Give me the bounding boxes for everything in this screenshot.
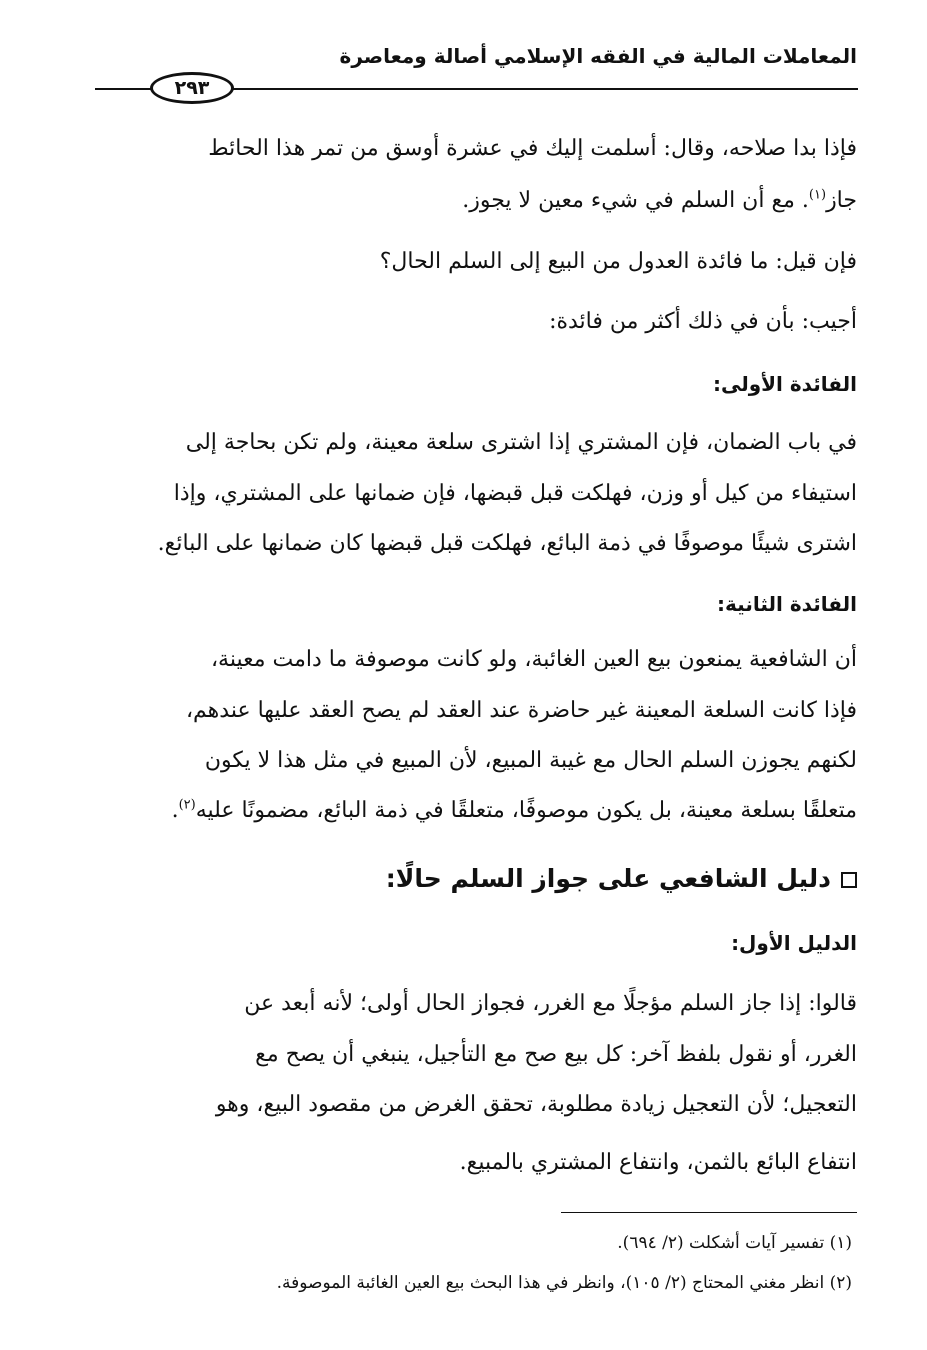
- body-line: التعجيل؛ لأن التعجيل زيادة مطلوبة، تحقق الغرض من مقصود البيع، وهو: [215, 1092, 857, 1117]
- body-line: قالوا: إذا جاز السلم مؤجلًا مع الغرر، فجواز الحال أولى؛ لأنه أبعد عن: [244, 991, 857, 1016]
- body-line: لكنهم يجوزن السلم الحال مع غيبة المبيع، لأن المبيع في مثل هذا لا يكون: [204, 748, 857, 773]
- body-line: استيفاء من كيل أو وزن، فهلكت قبل قبضها، فإن ضمانها على المشتري، وإذا: [173, 481, 857, 506]
- page-number-badge: [150, 72, 234, 104]
- body-text: جاز: [826, 188, 857, 213]
- footnote-ref: (٢): [178, 797, 196, 813]
- body-line: [462, 186, 857, 216]
- footnote-2: (٢) انظر مغني المحتاج (٢/ ١٠٥)، وانظر في هذا البحث بيع العين الغائبة الموصوفة.: [276, 1273, 852, 1293]
- subheading: الفائدة الأولى:: [712, 372, 857, 396]
- footnote-rule: [561, 1212, 857, 1213]
- footnote-ref: (١): [808, 187, 827, 203]
- subheading: الدليل الأول:: [731, 931, 857, 955]
- body-line: أجيب: بأن في ذلك أكثر من فائدة:: [549, 309, 857, 334]
- section-heading: [386, 864, 857, 894]
- running-header-title: المعاملات المالية في الفقه الإسلامي أصالة ومعاصرة: [339, 44, 857, 68]
- body-line: أن الشافعية يمنعون بيع العين الغائبة، ولو كانت موصوفة ما دامت معينة،: [210, 647, 857, 672]
- body-line: الغرر، أو نقول بلفظ آخر: كل بيع صح مع التأجيل، ينبغي أن يصح مع: [255, 1042, 857, 1067]
- body-line: فإذا كانت السلعة المعينة غير حاضرة عند العقد لم يصح العقد عليها عندهم،: [185, 698, 857, 723]
- body-line: اشترى شيئًا موصوفًا في ذمة البائع، فهلكت قبل قبضها كان ضمانها على البائع.: [157, 531, 857, 556]
- body-text: .: [171, 798, 179, 823]
- footnote-1: (١) تفسير آيات أشكلت (٢/ ٦٩٤).: [617, 1233, 852, 1253]
- body-line: فإذا بدا صلاحه، وقال: أسلمت إليك في عشرة أوسق من تمر هذا الحائط: [208, 136, 857, 161]
- section-heading-text: دليل الشافعي على جواز السلم حالًا:: [385, 864, 831, 893]
- page-number: ٢٩٣: [174, 77, 210, 99]
- body-line: [172, 796, 857, 826]
- body-text: . مع أن السلم في شيء معين لا يجوز.: [462, 188, 809, 213]
- checkbox-square-icon: [841, 872, 857, 888]
- body-text: متعلقًا بسلعة معينة، بل يكون موصوفًا، متعلقًا في ذمة البائع، مضمونًا عليه: [195, 798, 857, 823]
- body-line: فإن قيل: ما فائدة العدول من البيع إلى السلم الحال؟: [379, 249, 857, 274]
- body-line: انتفاع البائع بالثمن، وانتفاع المشتري بالمبيع.: [459, 1150, 857, 1175]
- body-line: في باب الضمان، فإن المشتري إذا اشترى سلعة معينة، ولم تكن بحاجة إلى: [185, 430, 857, 455]
- subheading: الفائدة الثانية:: [717, 592, 857, 616]
